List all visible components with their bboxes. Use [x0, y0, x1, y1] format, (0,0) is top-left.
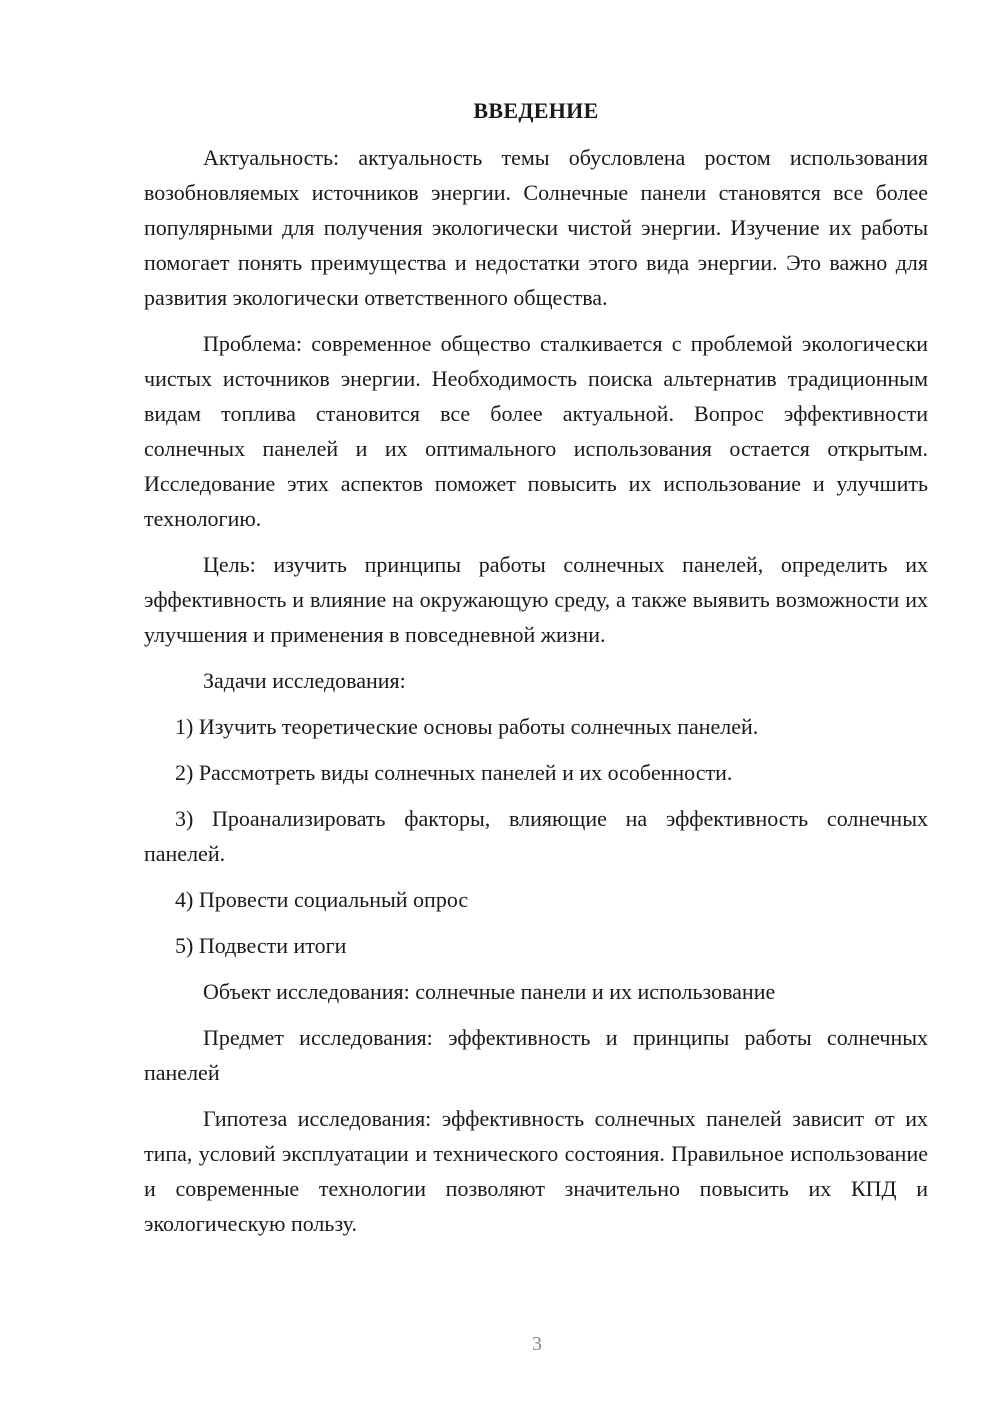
- section-title: ВВЕДЕНИЕ: [473, 98, 599, 123]
- page-number: 3: [532, 1333, 542, 1355]
- paragraph-object: Объект исследования: солнечные панели и их использование: [203, 979, 776, 1004]
- paragraph-hypothesis: Гипотеза исследования: эффективность солнечных панелей зависит от их типа, условий эксплуатации и технического состояния. Правильное использование и современные технологии позволяют значительно повысить их КПД и экологическую пользу.: [144, 1106, 928, 1236]
- document-page: [144, 96, 928, 1252]
- task-item-3: 3) Проанализировать факторы, влияющие на эффективность солнечных панелей.: [144, 806, 928, 866]
- paragraph-relevance: Актуальность: актуальность темы обусловлена ростом использования возобновляемых источников энергии. Солнечные панели становятся все более популярными для получения экологически чистой энергии. Изучение их работы помогает понять преимущества и недостатки этого вида энергии. Это важно для развития экологически ответственного общества.: [144, 145, 928, 310]
- task-item-4: 4) Провести социальный опрос: [175, 887, 469, 912]
- paragraph-problem: Проблема: современное общество сталкивается с проблемой экологически чистых источников энергии. Необходимость поиска альтернатив традиционным видам топлива становится все более актуальной. Вопрос эффективности солнечных панелей и их оптимального использования остается открытым. Исследование этих аспектов поможет повысить их использование и улучшить технологию.: [144, 331, 928, 531]
- task-item-5: 5) Подвести итоги: [175, 933, 347, 958]
- task-item-1: 1) Изучить теоретические основы работы солнечных панелей.: [175, 714, 759, 739]
- paragraph-subject: Предмет исследования: эффективность и принципы работы солнечных панелей: [144, 1025, 928, 1085]
- paragraph-tasks-heading: Задачи исследования:: [203, 668, 406, 693]
- task-item-2: 2) Рассмотреть виды солнечных панелей и их особенности.: [175, 760, 733, 785]
- paragraph-goal: Цель: изучить принципы работы солнечных панелей, определить их эффективность и влияние на окружающую среду, а также выявить возможности их улучшения и применения в повседневной жизни.: [144, 552, 928, 647]
